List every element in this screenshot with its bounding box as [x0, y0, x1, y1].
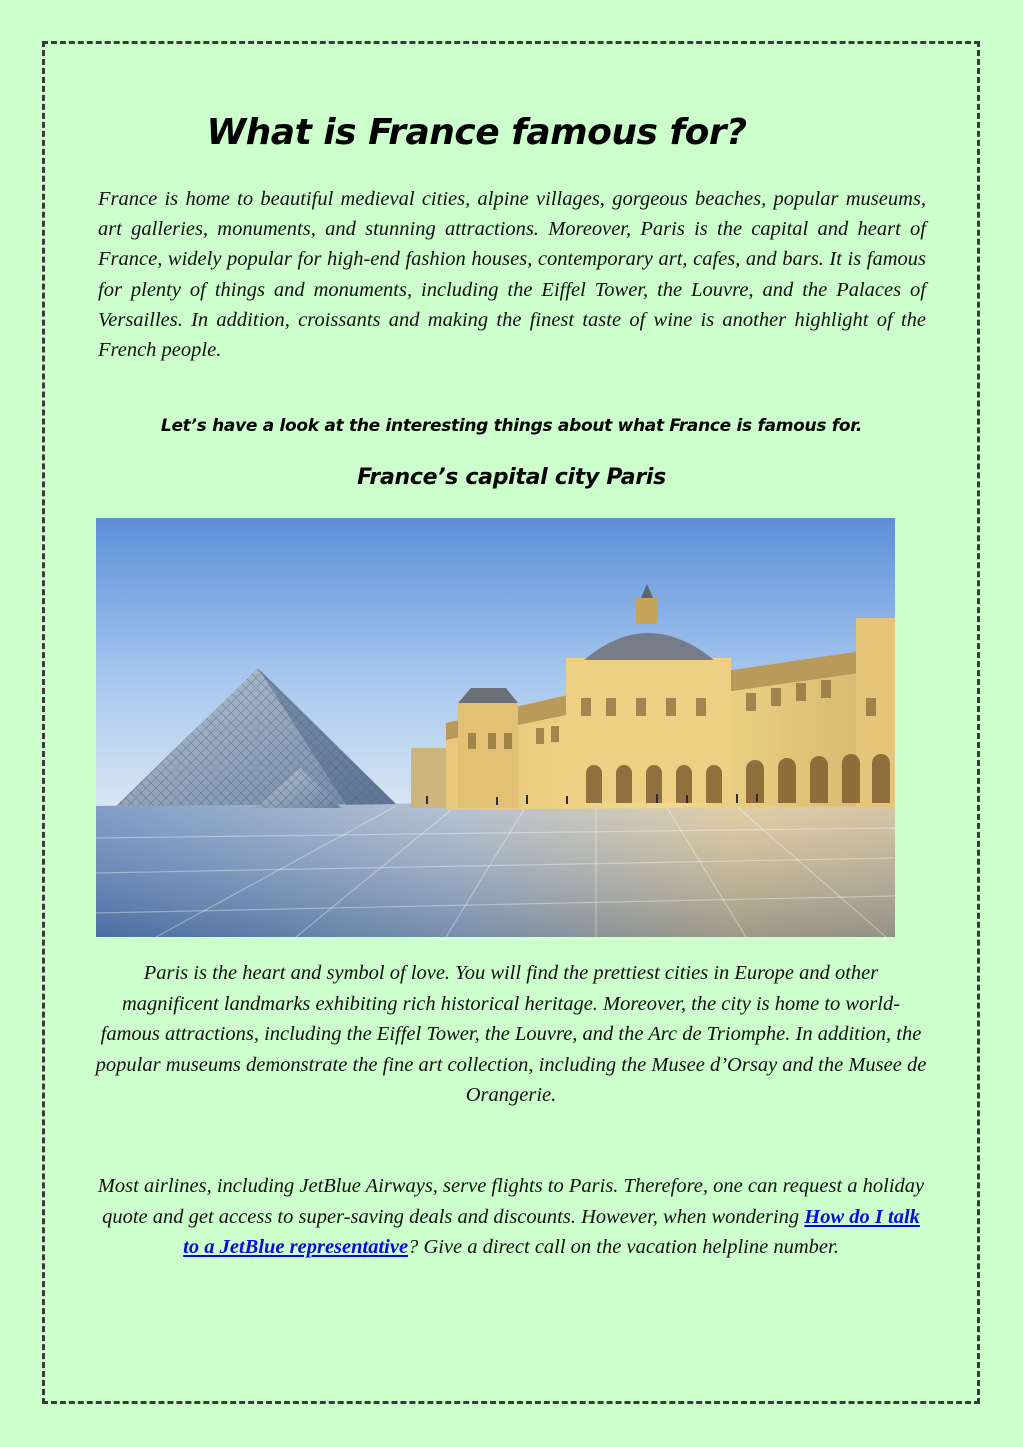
- lead-sentence: Let’s have a look at the interesting things about what France is famous for.: [160, 416, 863, 436]
- paris-paragraph: Paris is the heart and symbol of love. You will find the prettiest cities in Europe and other magnificent landmarks exhibiting rich historical heritage. Moreover, the city is home to world-famous attractions, including the Eiffel Tower, the Louvre, and the Arc de Triomphe. In addition, the popular museums demonstrate the fine art collection, including the Musee d’Orsay and the Musee de Orangerie.: [95, 962, 927, 1106]
- section-heading: France’s capital city Paris: [357, 465, 666, 490]
- louvre-photo: [96, 518, 895, 937]
- page-title: What is France famous for?: [206, 112, 747, 153]
- jetblue-representative-link[interactable]: How do I talk to a JetBlue representative: [183, 1205, 920, 1258]
- intro-paragraph: France is home to beautiful medieval cities, alpine villages, gorgeous beaches, popular museums, art galleries, monuments, and stunning attractions. Moreover, Paris is the capital and heart of France, widely popular for high-end fashion houses, contemporary art, cafes, and bars. It is famous for plenty of things and monuments, including the Eiffel Tower, the Louvre, and the Palaces of Versailles. In addition, croissants and making the finest taste of wine is another highlight of the French people.: [98, 188, 926, 362]
- closing-paragraph: [95, 1171, 927, 1263]
- closing-text-start: Most airlines, including JetBlue Airways, serve flights to Paris. Therefore, one can request a holiday quote and get access to super-saving deals and discounts. However, when wondering: [97, 1175, 925, 1228]
- closing-text-end: ? Give a direct call on the vacation helpline number.: [408, 1236, 839, 1258]
